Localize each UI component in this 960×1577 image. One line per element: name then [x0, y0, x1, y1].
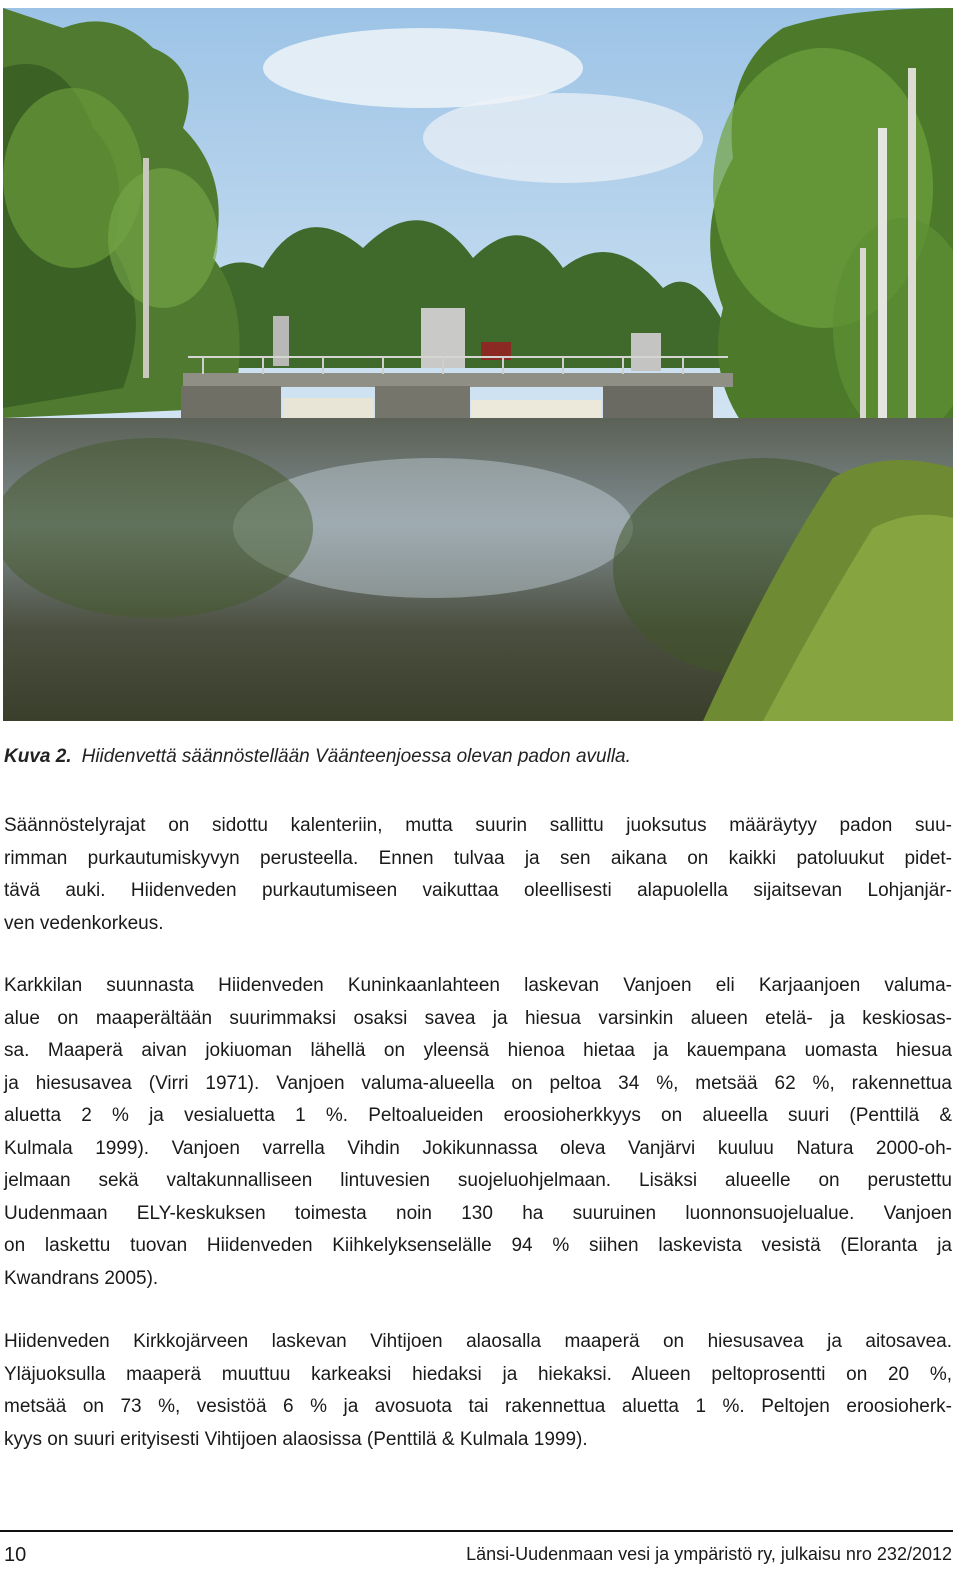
text-line: Kwandrans 2005).: [4, 1267, 159, 1289]
caption-text: Hiidenvettä säännöstellään Väänteenjoessa olevan padon avulla.: [81, 746, 631, 767]
text-line: Säännöstelyrajat on sidottu kalenteriin, mutta suurin sallittu juoksutus määräytyy padon suu-: [4, 815, 952, 836]
text-line: rimman purkautumiskyvyn perusteella. Ennen tulvaa ja sen aikana on kaikki patoluukut pidet-: [4, 847, 952, 869]
caption-label: Kuva 2.: [4, 746, 72, 767]
footer-divider: [0, 1530, 953, 1532]
text-line: Hiidenveden Kirkkojärveen laskevan Vihtijoen alaosalla maaperä on hiesusavea ja aitosavea.: [4, 1331, 952, 1352]
paragraph-3: [4, 1326, 952, 1456]
text-line: metsää on 73 %, vesistöä 6 % ja avosuota tai rakennettua aluetta 1 %. Peltojen eroosioherk-: [4, 1396, 952, 1417]
paragraph-2: [4, 970, 952, 1295]
text-line: sa. Maaperä aivan jokiuoman lähellä on yleensä hienoa hietaa ja kauempana uomasta hiesua: [4, 1040, 952, 1061]
dam-photo: [3, 8, 953, 721]
text-line: Karkkilan suunnasta Hiidenveden Kuninkaanlahteen laskevan Vanjoen eli Karjaanjoen valuma-: [4, 975, 952, 996]
text-line: aluetta 2 % ja vesialuetta 1 %. Peltoalueiden eroosioherkkyys on alueella suuri (Penttilä &: [4, 1105, 952, 1126]
text-line: Kulmala 1999). Vanjoen varrella Vihdin Jokikunnassa oleva Vanjärvi kuuluu Natura 2000-oh-: [4, 1137, 952, 1159]
text-line: tävä auki. Hiidenveden purkautumiseen vaikuttaa oleellisesti alapuolella sijaitsevan Lohjanjär-: [4, 880, 952, 901]
text-line: ven vedenkorkeus.: [4, 912, 164, 934]
text-line: Yläjuoksulla maaperä muuttuu karkeaksi hiedaksi ja hiekaksi. Alueen peltoprosentti on 20 %,: [4, 1363, 952, 1385]
page-number: 10: [4, 1544, 27, 1566]
publication-info: Länsi-Uudenmaan vesi ja ympäristö ry, julkaisu nro 232/2012: [466, 1544, 952, 1564]
text-line: ja hiesusavea (Virri 1971). Vanjoen valuma-alueella on peltoa 34 %, metsää 62 %, rakennettua: [4, 1072, 952, 1094]
text-line: kyys on suuri erityisesti Vihtijoen alaosissa (Penttilä & Kulmala 1999).: [4, 1428, 588, 1450]
paragraph-1: [4, 810, 952, 940]
figure-caption: [4, 746, 631, 768]
text-line: Uudenmaan ELY-keskuksen toimesta noin 130 ha suuruinen luonnonsuojelualue. Vanjoen: [4, 1202, 952, 1224]
text-line: alue on maaperältään suurimmaksi osaksi savea ja hiesua varsinkin alueen etelä- ja keskiosas-: [4, 1007, 952, 1029]
text-line: jelmaan sekä valtakunnalliseen lintuvesien suojeluohjelmaan. Lisäksi alueelle on perustettu: [4, 1170, 952, 1191]
text-line: on laskettu tuovan Hiidenveden Kiihkelyksenselälle 94 % siihen laskevista vesistä (Eloranta ja: [4, 1235, 952, 1256]
